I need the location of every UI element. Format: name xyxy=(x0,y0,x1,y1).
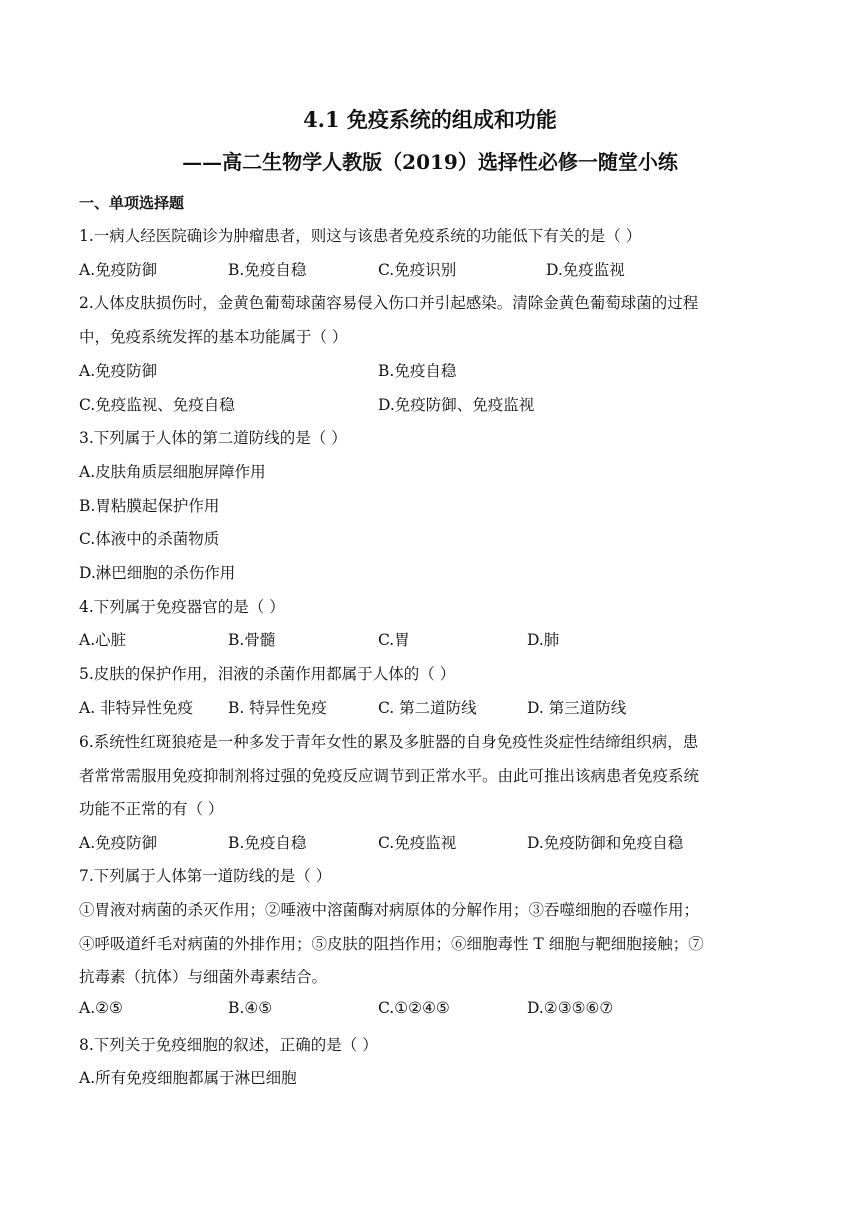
question-2-option-b: B.免疫自稳 xyxy=(378,362,457,380)
question-7-stem: 7.下列属于人体第一道防线的是（ ） xyxy=(79,867,332,885)
question-3-option-c: C.体液中的杀菌物质 xyxy=(79,530,220,548)
question-2-stem-line-2: 中，免疫系统发挥的基本功能属于（ ） xyxy=(79,328,348,346)
question-4-option-b: B.骨髓 xyxy=(228,631,276,649)
question-6-stem-line-2: 者常常需服用免疫抑制剂将过强的免疫反应调节到正常水平。由此可推出该病患者免疫系统 xyxy=(79,767,700,785)
question-5-option-d: D. 第三道防线 xyxy=(527,699,627,717)
question-6-stem-line-1: 6.系统性红斑狼疮是一种多发于青年女性的累及多脏器的自身免疫性炎症性结缔组织病，患 xyxy=(79,733,699,751)
question-6-option-c: C.免疫监视 xyxy=(378,834,457,852)
question-4-option-d: D.肺 xyxy=(527,631,560,649)
question-1-option-a: A.免疫防御 xyxy=(79,261,158,279)
question-2-option-c: C.免疫监视、免疫自稳 xyxy=(79,396,235,414)
question-4-stem: 4.下列属于免疫器官的是（ ） xyxy=(79,598,285,616)
question-4-option-a: A.心脏 xyxy=(79,631,127,649)
question-1-option-b: B.免疫自稳 xyxy=(228,261,307,279)
question-7-items-line-2: ④呼吸道纤毛对病菌的外排作用；⑤皮肤的阻挡作用；⑥细胞毒性 T 细胞与靶细胞接触；⑦ xyxy=(79,935,704,953)
question-7-items-line-3: 抗毒素（抗体）与细菌外毒素结合。 xyxy=(79,968,328,986)
question-5-option-b: B. 特异性免疫 xyxy=(228,699,327,717)
question-5-stem: 5.皮肤的保护作用，泪液的杀菌作用都属于人体的（ ） xyxy=(79,665,456,683)
document-subtitle: ——高二生物学人教版（2019）选择性必修一随堂小练 xyxy=(182,150,678,174)
question-2-option-a: A.免疫防御 xyxy=(79,362,158,380)
question-7-option-c: C.①②④⑤ xyxy=(378,999,450,1017)
question-3-option-b: B.胃粘膜起保护作用 xyxy=(79,497,220,515)
question-6-option-d: D.免疫防御和免疫自稳 xyxy=(527,834,684,852)
question-3-stem: 3.下列属于人体的第二道防线的是（ ） xyxy=(79,429,347,447)
question-1-option-d: D.免疫监视 xyxy=(546,261,625,279)
question-7-items-line-1: ①胃液对病菌的杀灭作用；②唾液中溶菌酶对病原体的分解作用；③吞噬细胞的吞噬作用； xyxy=(79,901,700,919)
question-7-option-a: A.②⑤ xyxy=(79,999,123,1017)
question-1-option-c: C.免疫识别 xyxy=(378,261,457,279)
question-3-option-a: A.皮肤角质层细胞屏障作用 xyxy=(79,463,266,481)
question-2-option-d: D.免疫防御、免疫监视 xyxy=(378,396,535,414)
question-7-option-b: B.④⑤ xyxy=(228,999,273,1017)
question-5-option-a: A. 非特异性免疫 xyxy=(79,699,194,717)
question-8-stem: 8.下列关于免疫细胞的叙述，正确的是（ ） xyxy=(79,1036,378,1054)
question-6-option-b: B.免疫自稳 xyxy=(228,834,307,852)
question-4-option-c: C.胃 xyxy=(378,631,410,649)
document-title: 4.1 免疫系统的组成和功能 xyxy=(303,107,557,132)
section-heading: 一、单项选择题 xyxy=(79,194,185,212)
question-2-stem-line-1: 2.人体皮肤损伤时，金黄色葡萄球菌容易侵入伤口并引起感染。清除金黄色葡萄球菌的过程 xyxy=(79,294,699,312)
question-6-stem-line-3: 功能不正常的有（ ） xyxy=(79,800,224,818)
question-7-option-d: D.②③⑤⑥⑦ xyxy=(527,999,614,1017)
question-1-stem: 1.一病人经医院确诊为肿瘤患者，则这与该患者免疫系统的功能低下有关的是（ ） xyxy=(79,227,642,245)
question-3-option-d: D.淋巴细胞的杀伤作用 xyxy=(79,564,236,582)
question-8-option-a: A.所有免疫细胞都属于淋巴细胞 xyxy=(79,1069,297,1087)
question-5-option-c: C. 第二道防线 xyxy=(378,699,477,717)
question-6-option-a: A.免疫防御 xyxy=(79,834,158,852)
